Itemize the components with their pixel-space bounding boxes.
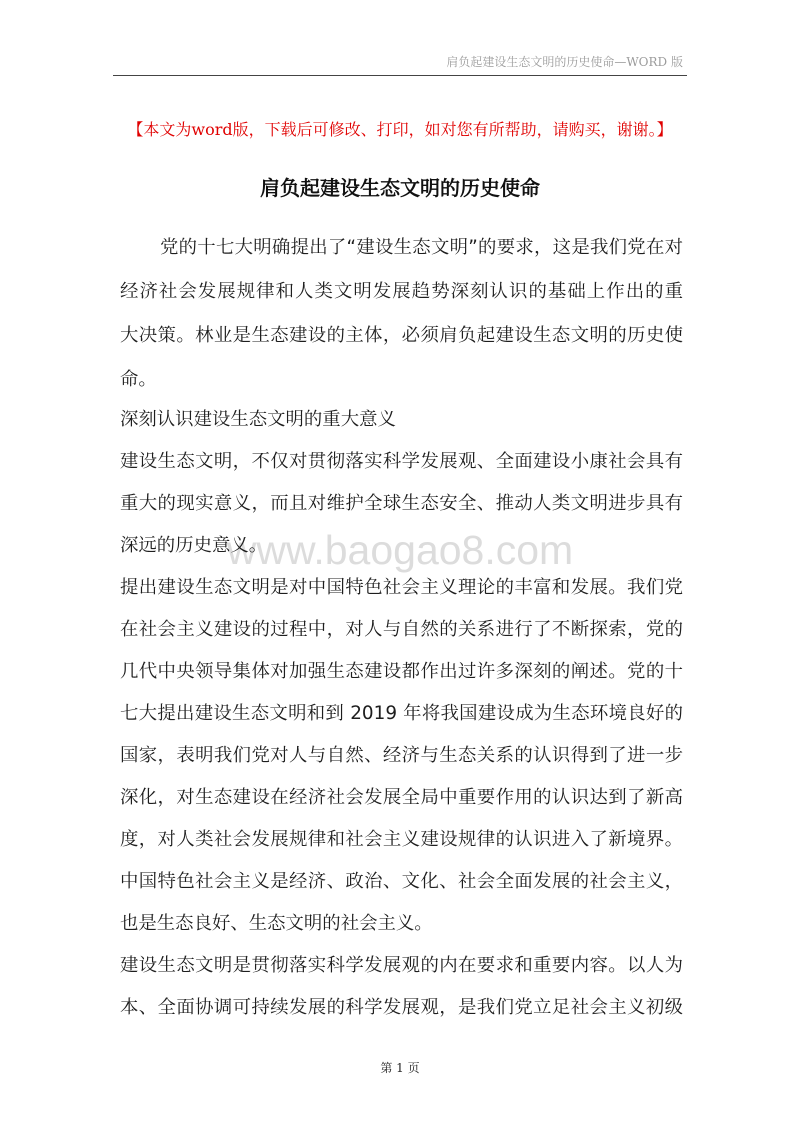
document-title: 肩负起建设生态文明的历史使命 <box>260 176 540 200</box>
text-line: 深化，对生态建设在经济社会发展全局中重要作用的认识达到了新高 <box>120 787 683 808</box>
paragraph-intro <box>120 226 683 402</box>
watermark: www.baogao8.com <box>226 527 574 573</box>
text-line: 建设生态文明是贯彻落实科学发展观的内在要求和重要内容。以人为 <box>120 955 683 976</box>
text-line: 党的十七大明确提出了“建设生态文明”的要求，这是我们党在对 <box>160 237 683 258</box>
text-line: 深刻认识建设生态文明的重大意义 <box>120 409 396 430</box>
body-continuation <box>120 399 683 1029</box>
text-line: 七大提出建设生态文明和到 2019 年将我国建设成为生态环境良好的 <box>120 703 683 724</box>
header-divider <box>113 75 687 76</box>
text-line: 中国特色社会主义是经济、政治、文化、社会全面发展的社会主义， <box>120 871 683 892</box>
text-line: 深远的历史意义。 <box>120 535 268 556</box>
text-line: 建设生态文明，不仅对贯彻落实科学发展观、全面建设小康社会具有 <box>120 451 683 472</box>
text-line: 在社会主义建设的过程中，对人与自然的关系进行了不断探索，党的 <box>120 619 683 640</box>
text-line: 经济社会发展规律和人类文明发展趋势深刻认识的基础上作出的重 <box>120 281 683 302</box>
running-header: 肩负起建设生态文明的历史使命—WORD 版 <box>446 55 683 69</box>
section-heading <box>120 399 683 441</box>
text-line: 提出建设生态文明是对中国特色社会主义理论的丰富和发展。我们党 <box>120 577 683 598</box>
text-line: 度，对人类社会发展规律和社会主义建设规律的认识进入了新境界。 <box>120 829 683 850</box>
paragraph-scientific-outlook <box>120 945 683 1029</box>
text-line: 也是生态良好、生态文明的社会主义。 <box>120 913 433 934</box>
text-line: 本、全面协调可持续发展的科学发展观，是我们党立足社会主义初级 <box>120 997 683 1018</box>
page-number: 第 1 页 <box>380 1061 420 1075</box>
text-line: 大决策。林业是生态建设的主体，必须肩负起建设生态文明的历史使 <box>120 325 683 346</box>
text-line: 几代中央领导集体对加强生态建设都作出过许多深刻的阐述。党的十 <box>120 661 683 682</box>
document-body <box>120 226 683 1029</box>
text-line: 命。 <box>120 369 157 390</box>
purchase-notice: 【本文为word版，下载后可修改、打印，如对您有所帮助，请购买，谢谢。】 <box>127 120 673 139</box>
paragraph-significance <box>120 441 683 567</box>
paragraph-theory <box>120 567 683 945</box>
text-line: 国家，表明我们党对人与自然、经济与生态关系的认识得到了进一步 <box>120 745 683 766</box>
text-line: 重大的现实意义，而且对维护全球生态安全、推动人类文明进步具有 <box>120 493 683 514</box>
